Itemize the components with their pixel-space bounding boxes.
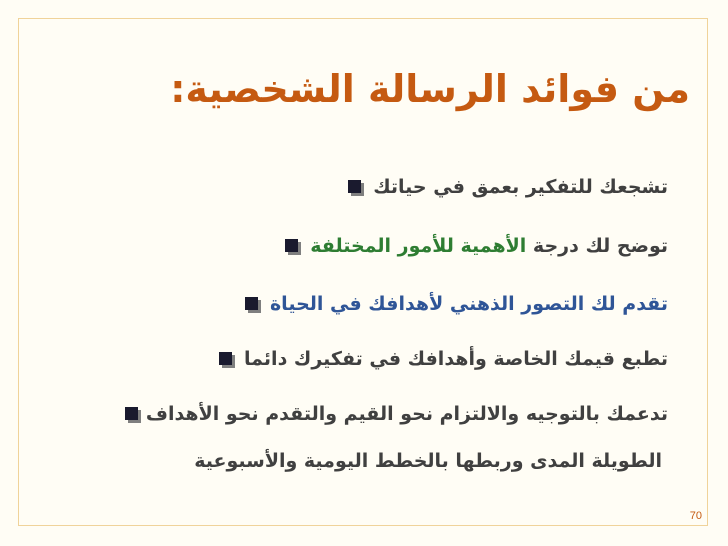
bullet-text: تشجعك للتفكير بعمق في حياتك xyxy=(373,175,668,198)
bullet-item-5 xyxy=(125,399,668,428)
square-bullet-icon xyxy=(348,180,361,193)
bullet-item-4 xyxy=(219,344,668,373)
slide-title: من فوائد الرسالة الشخصية: xyxy=(170,67,690,111)
bullet-text-highlight: الأهمية للأمور المختلفة xyxy=(310,234,527,257)
bullet-item-3 xyxy=(245,289,668,318)
bullet-text: تدعمك بالتوجيه والالتزام نحو القيم والتقدم نحو الأهداف xyxy=(145,402,668,425)
square-bullet-icon xyxy=(285,239,298,252)
square-bullet-icon xyxy=(125,407,138,420)
bullet-item-2 xyxy=(285,231,668,260)
bullet-text-prefix: توضح لك درجة xyxy=(526,234,668,257)
bullet-text: تطبع قيمك الخاصة وأهدافك في تفكيرك دائما xyxy=(244,347,668,370)
bullet-item-5-continuation: الطويلة المدى وربطها بالخطط اليومية والأسبوعية xyxy=(194,450,662,472)
page-number: 70 xyxy=(689,510,702,522)
square-bullet-icon xyxy=(245,297,258,310)
bullet-text: تقدم لك التصور الذهني لأهدافك في الحياة xyxy=(269,292,668,315)
bullet-text xyxy=(310,232,668,260)
bullet-item-1 xyxy=(348,172,668,201)
square-bullet-icon xyxy=(219,352,232,365)
